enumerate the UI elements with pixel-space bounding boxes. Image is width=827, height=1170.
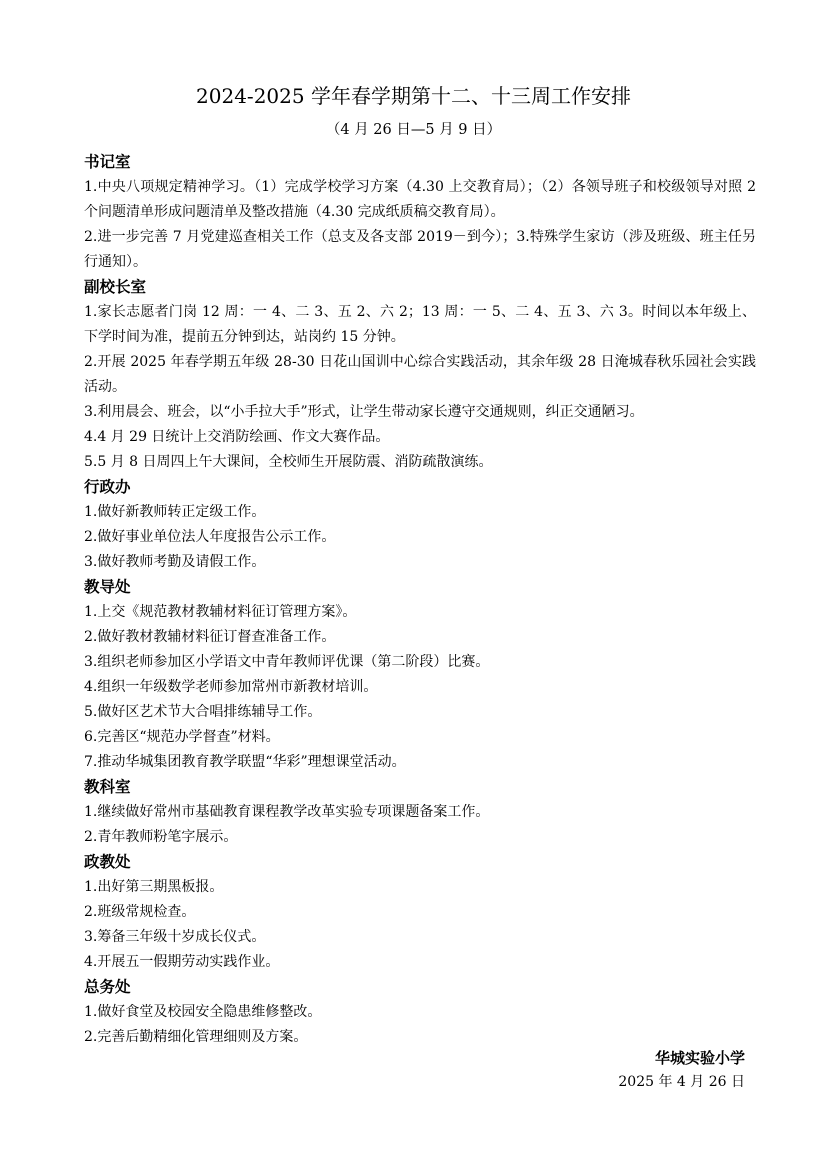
list-item: 6.完善区“规范办学督查”材料。 <box>84 729 280 745</box>
list-item: 7.推动华城集团教育教学联盟“华彩”理想课堂活动。 <box>84 754 406 770</box>
list-item: 2.做好教材教辅材料征订督查准备工作。 <box>84 629 336 645</box>
section-title: 总务处 <box>84 978 131 996</box>
list-item: 1.家长志愿者门岗 12 周：一 4、二 3、五 2、六 2；13 周：一 5、二 4、五 3、六 3。时间以本年级上、下学时间为准，提前五分钟到达，站岗约 15 分钟。 <box>84 304 756 345</box>
section-title: 书记室 <box>84 153 131 171</box>
list-item: 1.中央八项规定精神学习。（1）完成学校学习方案（4.30 上交教育局）；（2）各领导班子和校级领导对照 2 个问题清单形成问题清单及整改措施（4.30 完成纸质稿交教育局）。 <box>84 179 756 220</box>
list-item: 5.5 月 8 日周四上午大课间，全校师生开展防震、消防疏散演练。 <box>84 454 493 470</box>
section-title: 行政办 <box>84 478 131 496</box>
section-academic-affairs <box>84 575 756 775</box>
list-item: 4.开展五一假期劳动实践作业。 <box>84 954 280 970</box>
section-title: 政教处 <box>84 853 131 871</box>
section-secretary-office <box>84 150 756 275</box>
list-item: 1.上交《规范教材教辅材料征订管理方案》。 <box>84 604 357 620</box>
list-item: 1.继续做好常州市基础教育课程教学改革实验专项课题备案工作。 <box>84 804 490 820</box>
section-title: 教科室 <box>84 778 131 796</box>
list-item: 5.做好区艺术节大合唱排练辅导工作。 <box>84 704 322 720</box>
list-item: 2.做好事业单位法人年度报告公示工作。 <box>84 529 336 545</box>
list-item: 2.完善后勤精细化管理细则及方案。 <box>84 1029 308 1045</box>
signature-block <box>618 1046 745 1094</box>
section-administration-office <box>84 475 756 575</box>
section-research-office <box>84 775 756 850</box>
document-title: 2024-2025 学年春学期第十二、十三周工作安排 <box>196 84 631 108</box>
list-item: 2.开展 2025 年春学期五年级 28-30 日花山国训中心综合实践活动，其余年级 28 日淹城春秋乐园社会实践活动。 <box>84 354 756 395</box>
section-general-affairs <box>84 975 756 1050</box>
list-item: 4.组织一年级数学老师参加常州市新教材培训。 <box>84 679 378 695</box>
list-item: 2.班级常规检查。 <box>84 904 196 920</box>
list-item: 3.做好教师考勤及请假工作。 <box>84 554 266 570</box>
list-item: 3.筹备三年级十岁成长仪式。 <box>84 929 266 945</box>
section-title: 教导处 <box>84 578 131 596</box>
list-item: 1.做好新教师转正定级工作。 <box>84 504 266 520</box>
list-item: 3.组织老师参加区小学语文中青年教师评优课（第二阶段）比赛。 <box>84 654 490 670</box>
document-body <box>84 150 756 1050</box>
list-item: 1.做好食堂及校园安全隐患维修整改。 <box>84 1004 322 1020</box>
list-item: 3.利用晨会、班会，以“小手拉大手”形式，让学生带动家长遵守交通规则，纠正交通陋习。 <box>84 404 644 420</box>
list-item: 2.青年教师粉笔字展示。 <box>84 829 238 845</box>
section-vice-principal-office <box>84 275 756 475</box>
section-moral-education <box>84 850 756 975</box>
list-item: 1.出好第三期黑板报。 <box>84 879 224 895</box>
section-title: 副校长室 <box>84 278 147 296</box>
document-date-range: （4 月 26 日—5 月 9 日） <box>325 122 502 138</box>
list-item: 2.进一步完善 7 月党建巡查相关工作（总支及各支部 2019－到今）；3.特殊学生家访（涉及班级、班主任另行通知）。 <box>84 229 756 270</box>
school-name: 华城实验小学 <box>654 1049 745 1067</box>
signature-date: 2025 年 4 月 26 日 <box>618 1074 745 1090</box>
list-item: 4.4 月 29 日统计上交消防绘画、作文大赛作品。 <box>84 429 390 445</box>
